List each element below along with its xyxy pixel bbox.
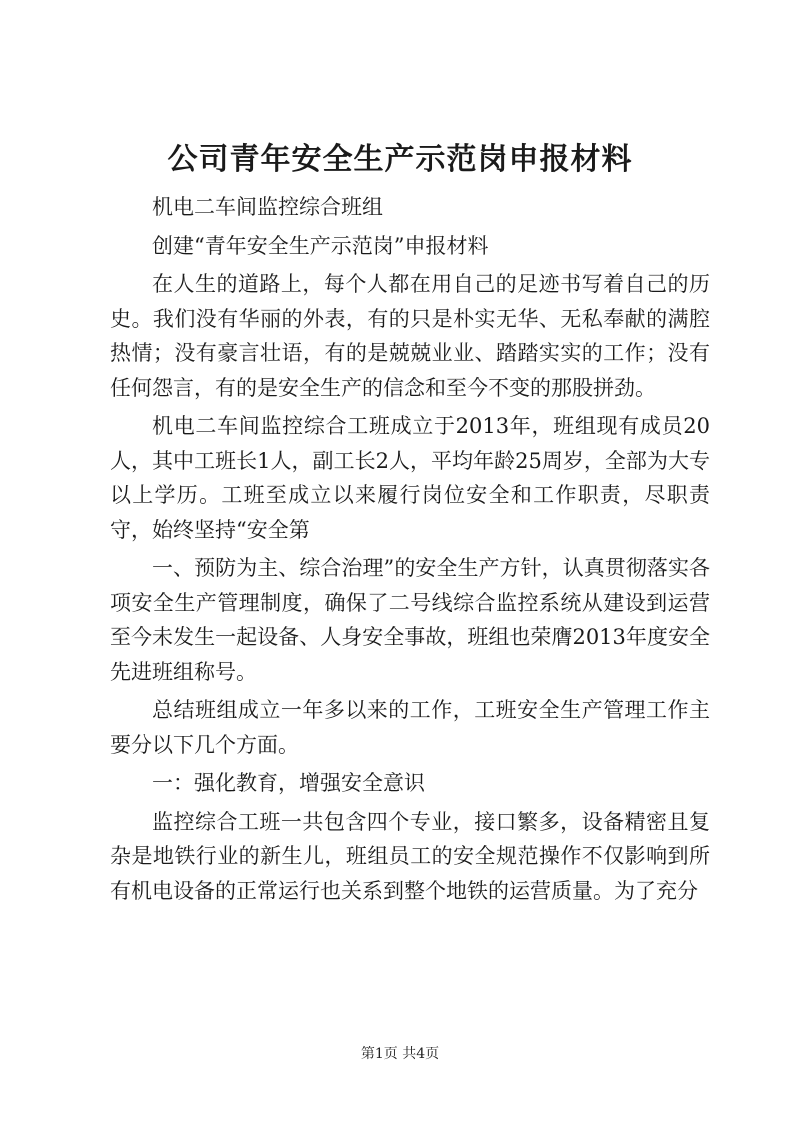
paragraph-summary: 总结班组成立一年多以来的工作，工班安全生产管理工作主要分以下几个方面。 bbox=[110, 698, 710, 757]
paragraph-team-overview: 机电二车间监控综合工班成立于2013年，班组现有成员20人，其中工班长1人，副工长2人，平均年龄25周岁，全部为大专以上学历。工班至成立以来履行岗位安全和工作职责，尽职责守，始终坚持“安全第 bbox=[110, 414, 710, 542]
paragraph-section-body: 监控综合工班一共包含四个专业，接口繁多，设备精密且复杂是地铁行业的新生儿，班组员工的安全规范操作不仅影响到所有机电设备的正常运行也关系到整个地铁的运营质量。为了充分 bbox=[110, 809, 710, 903]
paragraph-section-heading: 一：强化教育，增强安全意识 bbox=[152, 771, 425, 795]
paragraph-subtitle: 创建“青年安全生产示范岗”申报材料 bbox=[152, 233, 489, 258]
paragraph-team-name: 机电二车间监控综合班组 bbox=[152, 195, 383, 219]
document-title: 公司青年安全生产示范岗申报材料 bbox=[167, 142, 633, 177]
document-body bbox=[110, 190, 710, 908]
paragraph-intro: 在人生的道路上，每个人都在用自己的足迹书写着自己的历史。我们没有华丽的外表，有的只是朴实无华、无私奉献的满腔热情；没有豪言壮语，有的是兢兢业业、踏踏实实的工作；没有任何怨言，有的是安全生产的信念和至今不变的那股拼劲。 bbox=[110, 272, 710, 400]
page-footer: 第1页 共4页 bbox=[360, 1046, 440, 1062]
paragraph-safety-policy: 一、预防为主、综合治理”的安全生产方针，认真贯彻落实各项安全生产管理制度，确保了二号线综合监控系统从建设到运营至今未发生一起设备、人身安全事故，班组也荣膺2013年度安全先进班组称号。 bbox=[110, 556, 710, 684]
